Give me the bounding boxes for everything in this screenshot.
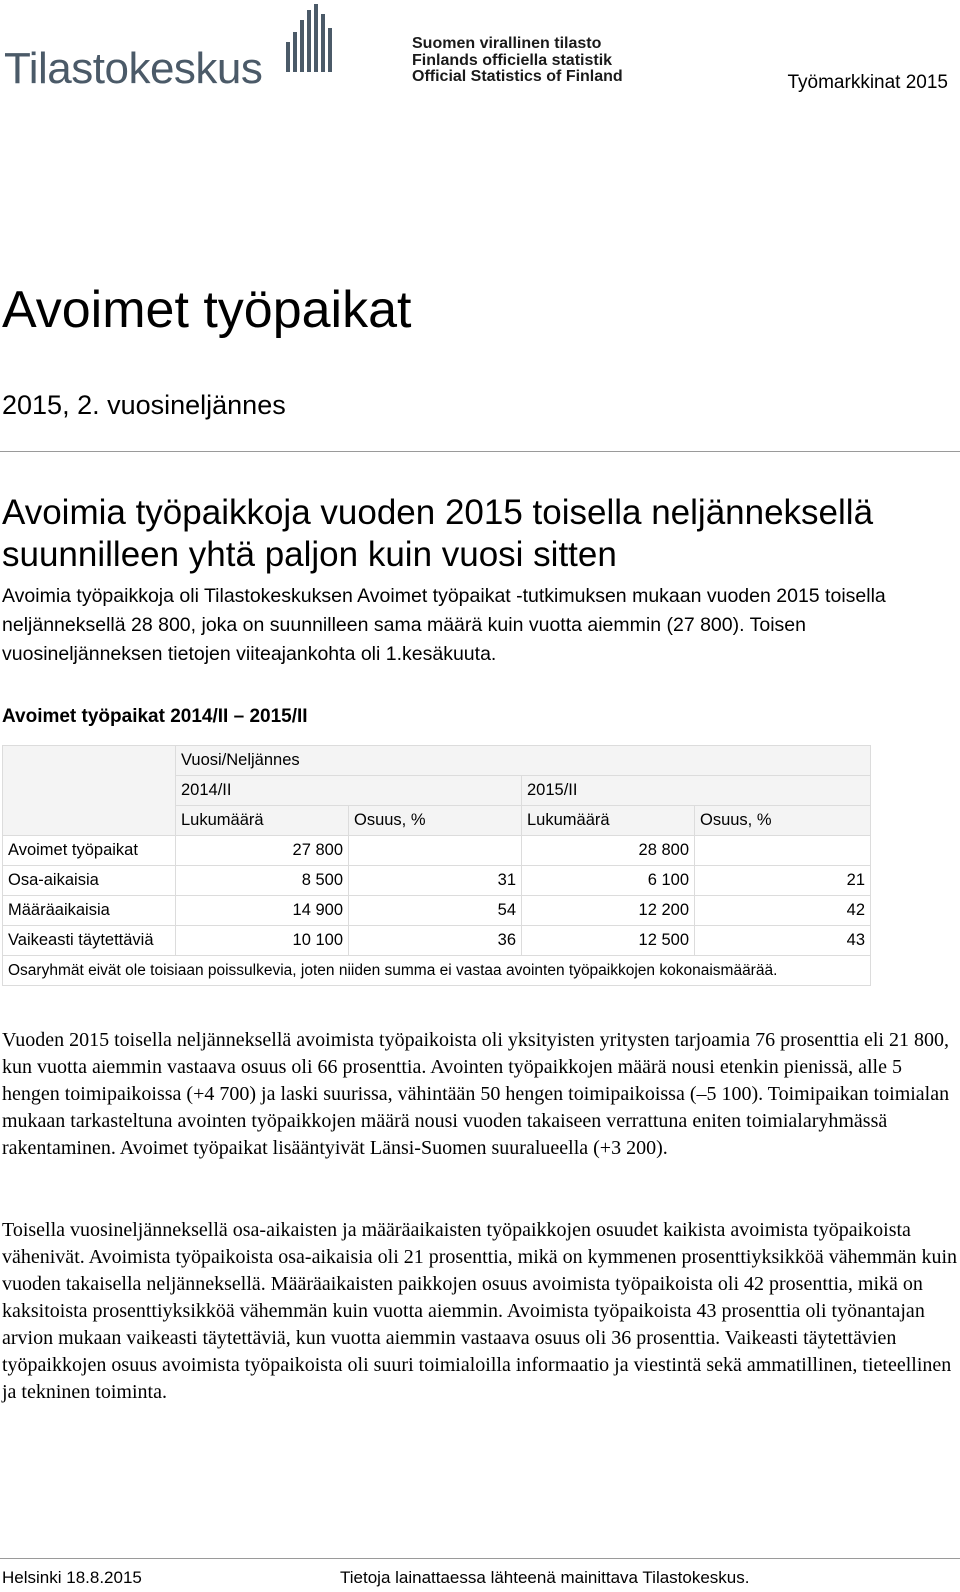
footer-place-date: Helsinki 18.8.2015 <box>2 1568 142 1587</box>
period-subtitle: 2015, 2. vuosineljännes <box>2 390 286 420</box>
headline: Avoimia työpaikkoja vuoden 2015 toisella neljänneksellä suunnilleen yhtä paljon kuin vuosi sitten <box>2 493 874 574</box>
header-measure: Lukumäärä <box>176 806 349 836</box>
table-cell: 27 800 <box>176 836 349 866</box>
row-label: Määräaikaisia <box>3 896 176 926</box>
table-corner-cell <box>3 746 176 836</box>
header-period: 2014/II <box>176 776 522 806</box>
table-cell: 28 800 <box>522 836 695 866</box>
data-table <box>2 745 871 986</box>
table-cell: 31 <box>349 866 522 896</box>
table-cell: 14 900 <box>176 896 349 926</box>
table-note: Osaryhmät eivät ole toisiaan poissulkevia, joten niiden summa ei vastaa avointen työpaikkojen kokonaismäärää. <box>3 956 871 986</box>
table-caption: Avoimet työpaikat 2014/II – 2015/II <box>2 706 308 727</box>
table-cell: 10 100 <box>176 926 349 956</box>
logo-wordmark: Tilastokeskus <box>4 44 263 93</box>
row-label: Vaikeasti täytettäviä <box>3 926 176 956</box>
row-label: Avoimet työpaikat <box>3 836 176 866</box>
official-statistics-label <box>412 36 623 86</box>
header-measure: Osuus, % <box>695 806 871 836</box>
header-group-label: Vuosi/Neljännes <box>176 746 871 776</box>
table-row <box>3 896 871 926</box>
table-cell <box>349 836 522 866</box>
table-row <box>3 926 871 956</box>
table-row <box>3 836 871 866</box>
table-note-row <box>3 956 871 986</box>
title-divider <box>0 451 960 452</box>
footer-source-note: Tietoja lainattaessa lähteenä mainittava Tilastokeskus. <box>340 1568 750 1587</box>
body-paragraph: Vuoden 2015 toisella neljänneksellä avoimista työpaikoista oli yksityisten yritysten tarjoamia 76 prosenttia eli 21 800, kun vuotta aiemmin vastaava osuus oli 66 prosenttia. Avointen työpaikkojen määrä nousi etenkin pienissä, alle 5 hengen toimipaikoissa (+4 700) ja laski suurissa, vähintään 50 hengen toimipaikoissa (–5 100). Toimipaikan toimialan mukaan tarkasteltuna avointen työpaikkojen määrä nousi vuoden takaiseen verrattuna eniten toimialaryhmässä rakentaminen. Avoimet työpaikat lisääntyivät Länsi-Suomen suuralueella (+3 200). <box>2 1029 950 1159</box>
table-cell: 42 <box>695 896 871 926</box>
official-line-sv: Finlands officiella statistik <box>412 51 613 69</box>
header-measure: Osuus, % <box>349 806 522 836</box>
footer-divider <box>0 1558 960 1559</box>
table-cell: 54 <box>349 896 522 926</box>
lead-paragraph: Avoimia työpaikkoja oli Tilastokeskuksen Avoimet työpaikat -tutkimuksen mukaan vuoden 2015 toisella neljänneksellä 28 800, joka on suunnilleen sama määrä kuin vuotta aiemmin (27 800). Toisen vuosineljänneksen tietojen viiteajankohta oli 1.kesäkuuta. <box>2 585 886 665</box>
header-period: 2015/II <box>522 776 871 806</box>
logo-bars-icon <box>286 2 336 74</box>
table-cell: 21 <box>695 866 871 896</box>
page-title: Avoimet työpaikat <box>2 281 412 339</box>
table-cell: 43 <box>695 926 871 956</box>
table-cell: 12 200 <box>522 896 695 926</box>
row-label: Osa-aikaisia <box>3 866 176 896</box>
table-row <box>3 866 871 896</box>
header-measure: Lukumäärä <box>522 806 695 836</box>
official-line-fi: Suomen virallinen tilasto <box>412 35 602 52</box>
table-cell: 8 500 <box>176 866 349 896</box>
table-cell: 36 <box>349 926 522 956</box>
series-label: Työmarkkinat 2015 <box>787 72 948 93</box>
table-cell <box>695 836 871 866</box>
table-cell: 12 500 <box>522 926 695 956</box>
table-header-row <box>3 746 871 776</box>
table-cell: 6 100 <box>522 866 695 896</box>
body-paragraph: Toisella vuosineljänneksellä osa-aikaisten ja määräaikaisten työpaikkojen osuudet kaikista avoimista työpaikoista vähenivät. Avoimista työpaikoista osa-aikaisia oli 21 prosenttia, mikä on kymmenen prosenttiyksikköä vähemmän kuin vuoden takaisella neljänneksellä. Määräaikaisten paikkojen osuus avoimista työpaikoista oli 42 prosenttia, mikä on kaksitoista prosenttiyksikköä vähemmän kuin vuotta aiemmin. Avoimista työpaikoista 43 prosenttia oli työnantajan arvion mukaan vaikeasti täytettäviä, kun vuotta aiemmin vastaava osuus oli 36 prosenttia. Vaikeasti täytettävien työpaikkojen osuus avoimista työpaikoista oli suuri toimialoilla informaatio ja viestintä sekä ammatillinen, tieteellinen ja tekninen toiminta. <box>2 1219 957 1403</box>
official-line-en: Official Statistics of Finland <box>412 68 623 85</box>
